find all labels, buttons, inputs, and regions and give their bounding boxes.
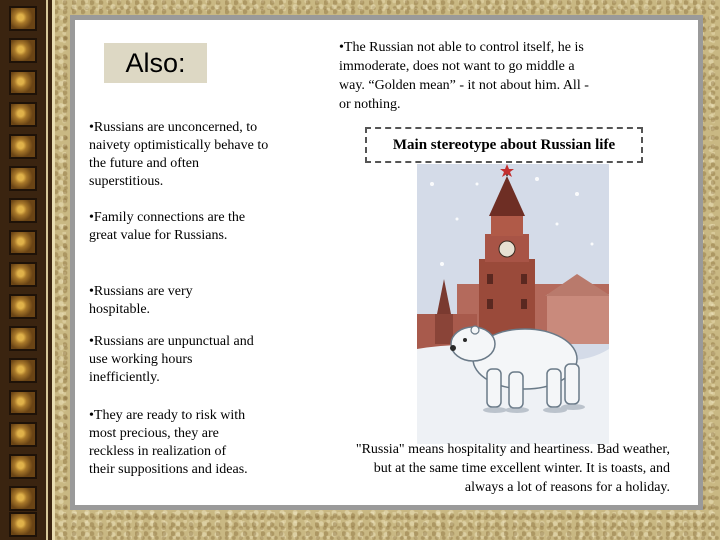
ornament-tile (9, 262, 37, 287)
ornament-tile (9, 390, 37, 415)
ornament-tile (9, 198, 37, 223)
ornament-tile (9, 230, 37, 255)
bullet-item: •Russians are very hospitable. (89, 284, 193, 317)
bullet-item: •Russians are unconcerned, to naivety optimistically behave to the future and often superstitious. (89, 120, 269, 189)
ornament-tile (9, 6, 37, 31)
ornament-tile (9, 358, 37, 383)
stereotype-label-box: Main stereotype about Russian life (365, 127, 643, 163)
ornament-tile (9, 454, 37, 479)
ornament-tile (9, 512, 37, 537)
illustration-caption: "Russia" means hospitality and heartiness. Bad weather, but at the same time excellent winter. It is toasts, and always a lot of reasons for a holiday. (355, 442, 670, 495)
ornament-tile (9, 486, 37, 511)
ornament-tile (9, 326, 37, 351)
ornament-tile (9, 422, 37, 447)
ornament-tile (9, 294, 37, 319)
bullet-item: •They are ready to risk with most precious, they are reckless in realization of their suppositions and ideas. (89, 408, 248, 477)
strip-divider (46, 0, 48, 540)
ornament-tile (9, 38, 37, 63)
bullet-item: •Russians are unpunctual and use working hours inefficiently. (89, 334, 254, 385)
kremlin-polar-bear-illustration (417, 164, 609, 444)
ornament-tile (9, 134, 37, 159)
slide-heading: Also: (104, 43, 207, 83)
ornament-tile (9, 70, 37, 95)
decorative-side-strip (0, 0, 55, 540)
ornament-tile (9, 102, 37, 127)
intro-bullet: •The Russian not able to control itself, he is immoderate, does not want to go middle a way. “Golden mean” - it not about him. All - or nothing. (339, 40, 589, 112)
ornament-tile (9, 166, 37, 191)
bullet-item: •Family connections are the great value for Russians. (89, 210, 246, 243)
